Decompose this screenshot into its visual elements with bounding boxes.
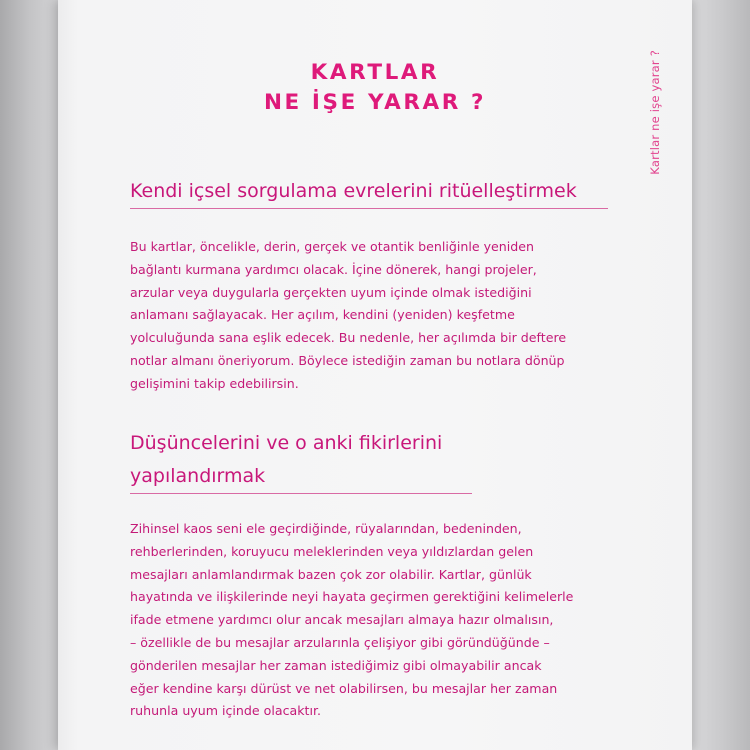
paragraph-line: bağlantı kurmana yardımcı olacak. İçine dönerek, hangi projeler,	[130, 261, 537, 277]
paragraph-line: eğer kendine karşı dürüst ve net olabilirsen, bu mesajlar her zaman	[130, 680, 558, 696]
section-paragraph-2	[130, 518, 640, 723]
section-heading-1	[130, 175, 610, 209]
side-running-header-text: Kartlar ne işe yarar ?	[648, 50, 662, 175]
paragraph-line: ifade etmene yardımcı olur ancak mesajları almaya hazır olmalısın,	[130, 612, 554, 628]
paragraph-line: anlamanı sağlayacak. Her açılım, kendini (yeniden) keşfetme	[130, 307, 515, 323]
paragraph-line: yolculuğunda sana eşlik edecek. Bu nedenle, her açılımda bir deftere	[130, 330, 567, 346]
paragraph-line: – özellikle de bu mesajlar arzularınla çelişiyor gibi göründüğünde –	[130, 634, 550, 650]
section-heading-2	[130, 427, 610, 494]
paragraph-line: Bu kartlar, öncelikle, derin, gerçek ve otantik benliğinle yeniden	[130, 239, 534, 254]
paragraph-line: ruhunla uyum içinde olacaktır.	[130, 703, 321, 719]
paragraph-line: rehberlerinden, koruyucu meleklerinden veya yıldızlardan gelen	[130, 543, 534, 559]
page-title-line-2: NE İŞE YARAR ?	[263, 90, 487, 115]
paragraph-line: hayatında ve ilişkilerinde neyi hayata geçirmen gerektiğini kelimelerle	[130, 589, 574, 605]
section-paragraph-1	[130, 236, 640, 396]
paragraph-line: notlar almanı öneriyorum. Böylece istediğin zaman bu notlara dönüp	[130, 352, 565, 368]
paragraph-line: Zihinsel kaos seni ele geçirdiğinde, rüyalarından, bedeninden,	[130, 521, 522, 536]
section-heading-2-line-2: yapılandırmak	[130, 460, 472, 494]
paragraph-line: gönderilen mesajlar her zaman istediğimiz gibi olmayabilir ancak	[130, 657, 542, 673]
page-title-line-1: KARTLAR	[310, 60, 440, 85]
paragraph-line: gelişimini takip edebilirsin.	[130, 375, 299, 391]
section-heading-1-line-1: Kendi içsel sorgulama evrelerini ritüelleştirmek	[130, 175, 608, 209]
page-title	[58, 58, 692, 118]
paragraph-line: mesajları anlamlandırmak bazen çok zor olabilir. Kartlar, günlük	[130, 566, 532, 582]
section-heading-2-line-1: Düşüncelerini ve o anki fikirlerini	[130, 432, 443, 454]
paragraph-line: arzular veya duygularla gerçekten uyum içinde olmak istediğini	[130, 284, 532, 300]
